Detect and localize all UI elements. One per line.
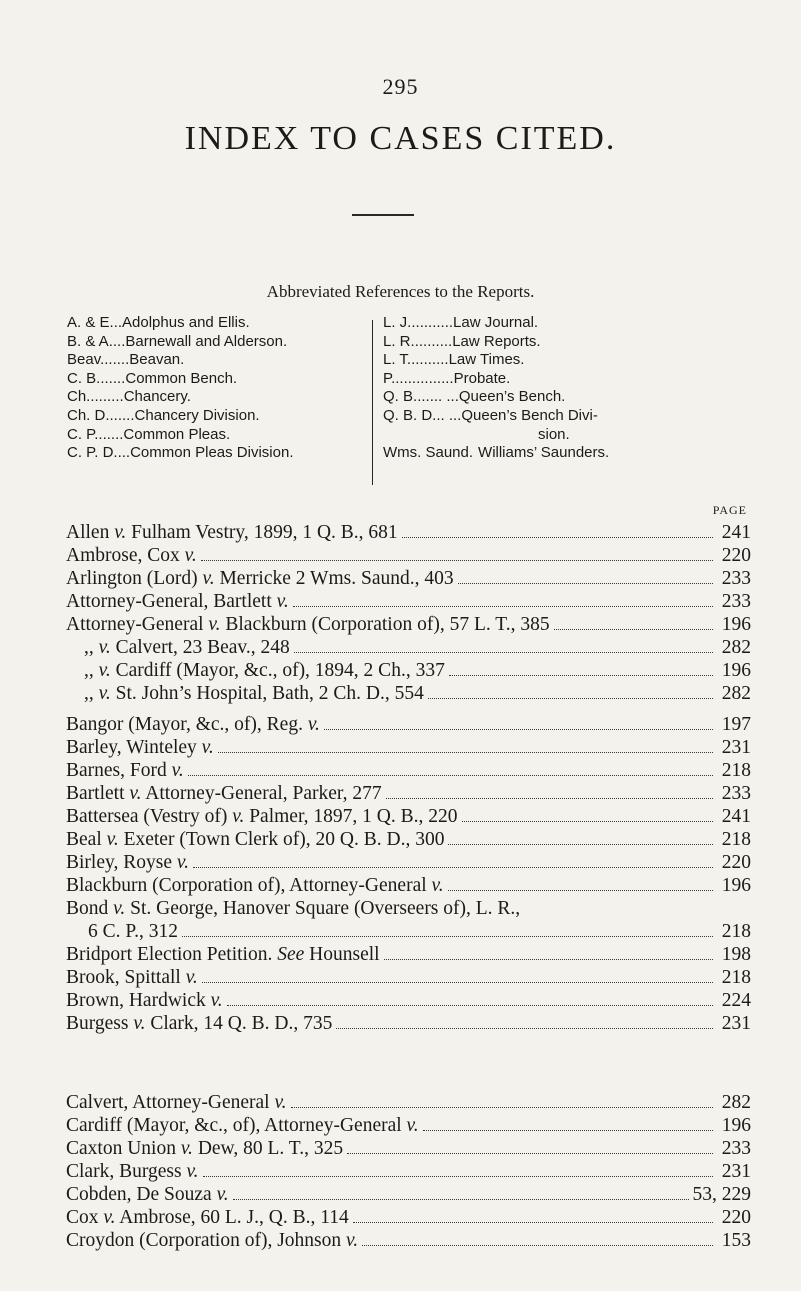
case-name: Bond v. St. George, Hanover Square (Overseers of), L. R., [66, 898, 521, 919]
abbreviation-row [383, 444, 743, 463]
index-entry [66, 782, 751, 805]
abbreviations-heading: Abbreviated References to the Reports. [266, 282, 535, 301]
abbreviation-row [67, 351, 367, 370]
case-name: Bridport Election Petition. See Hounsell [66, 944, 380, 965]
index-group-c [66, 1091, 751, 1252]
abbreviation-dots: ......... [411, 351, 449, 369]
abbreviation-key: Ch. D. [67, 406, 110, 424]
leader-dots [202, 982, 713, 983]
abbreviation-dots: .......... [411, 314, 454, 331]
versus-abbrev: v. [208, 614, 221, 635]
case-name: Brown, Hardwick v. [66, 990, 223, 1011]
case-name: Brook, Spittall v. [66, 967, 198, 988]
index-entry [66, 1160, 751, 1183]
leader-dots [293, 606, 713, 607]
abbreviation-meaning: Law Reports. [452, 332, 541, 350]
versus-abbrev: v. [202, 568, 215, 589]
abbreviation-key: Ch. [67, 388, 91, 406]
abbreviation-meaning: Chancery. [123, 388, 191, 406]
versus-abbrev: v. [307, 714, 320, 735]
abbreviation-meaning: Common Pleas Division. [130, 444, 294, 462]
leader-dots [182, 936, 713, 937]
page-reference: 233 [721, 591, 751, 612]
abbreviation-key: L. T. [383, 351, 412, 369]
page-reference: 282 [721, 637, 751, 658]
page-reference: 53, 229 [692, 1184, 751, 1205]
case-name: ,, v. St. John’s Hospital, Bath, 2 Ch. D., 554 [84, 683, 424, 704]
leader-dots [448, 890, 713, 891]
case-name: Bartlett v. Attorney-General, Parker, 277 [66, 783, 382, 804]
abbreviation-row [383, 407, 743, 426]
abbreviation-dots: .. ... [436, 406, 462, 424]
index-entry [66, 613, 751, 636]
page-reference: 197 [721, 714, 751, 735]
index-entry [66, 544, 751, 567]
page-reference: 196 [721, 1115, 751, 1136]
page-reference: 218 [721, 967, 751, 988]
versus-abbrev: v. [114, 522, 127, 543]
leader-dots [386, 798, 713, 799]
case-name: Bangor (Mayor, &c., of), Reg. v. [66, 714, 320, 735]
page-reference: 224 [721, 990, 751, 1011]
index-entry [66, 874, 751, 897]
abbreviation-key: L. J. [383, 314, 412, 331]
page-reference: 282 [721, 683, 751, 704]
case-name: Allen v. Fulham Vestry, 1899, 1 Q. B., 681 [66, 522, 398, 543]
abbreviation-dots: .. [113, 314, 123, 331]
index-entry [66, 1183, 751, 1206]
abbreviation-row [67, 314, 367, 333]
abbreviation-meaning: sion. [538, 425, 570, 443]
leader-dots [353, 1222, 713, 1223]
leader-dots [458, 583, 713, 584]
page-reference: 231 [721, 737, 751, 758]
leader-dots [336, 1028, 713, 1029]
case-name: Barnes, Ford v. [66, 760, 184, 781]
abbreviation-key: B. & A. [67, 332, 113, 350]
page-reference: 241 [721, 806, 751, 827]
abbreviation-meaning: Common Bench. [125, 369, 238, 387]
page-reference: 220 [721, 545, 751, 566]
case-name: Clark, Burgess v. [66, 1161, 199, 1182]
versus-abbrev: v. [103, 1207, 116, 1228]
index-entry [66, 966, 751, 989]
case-name: Beal v. Exeter (Town Clerk of), 20 Q. B. D., 300 [66, 829, 445, 850]
abbreviation-key: A. & E. [67, 314, 114, 331]
abbreviation-dots: ... [117, 444, 131, 462]
page-reference: 282 [721, 1092, 751, 1113]
versus-abbrev: v. [274, 1092, 287, 1113]
versus-abbrev: v. [346, 1230, 359, 1251]
index-entry [66, 828, 751, 851]
case-name: Blackburn (Corporation of), Attorney-General v. [66, 875, 444, 896]
abbreviation-meaning: Law Times. [448, 351, 525, 369]
title-rule [352, 214, 414, 216]
page-reference: 241 [721, 522, 751, 543]
case-name: 6 C. P., 312 [88, 921, 178, 942]
index-entry [66, 713, 751, 736]
leader-dots [449, 675, 713, 676]
abbreviation-dots: ...... [104, 351, 130, 369]
abbreviation-dots: ......... [414, 332, 453, 350]
case-name: Cox v. Ambrose, 60 L. J., Q. B., 114 [66, 1207, 349, 1228]
abbreviation-meaning: Barnewall and Alderson. [125, 332, 288, 350]
abbreviation-row [67, 426, 367, 445]
abbreviation-meaning: Queen’s Bench. [458, 388, 566, 406]
abbreviation-meaning: Probate. [453, 369, 511, 387]
versus-abbrev: v. [201, 737, 214, 758]
index-entry [66, 590, 751, 613]
abbreviation-key: C. P. D. [67, 444, 118, 462]
versus-abbrev: v. [171, 760, 184, 781]
case-name: Calvert, Attorney-General v. [66, 1092, 287, 1113]
index-group-b [66, 713, 751, 1035]
abbreviation-row [67, 407, 367, 426]
abbreviation-meaning: Williams’ Saunders. [478, 444, 610, 462]
index-entry [66, 851, 751, 874]
abbreviation-dots: ...... ... [417, 388, 459, 406]
abbreviation-key: P. [383, 369, 396, 387]
versus-abbrev: v. [184, 545, 197, 566]
page-title: INDEX TO CASES CITED. [184, 120, 617, 157]
index-entry [66, 1012, 751, 1035]
abbreviation-row [67, 388, 367, 407]
abbreviations-divider [372, 320, 373, 485]
versus-abbrev: v. [216, 1184, 229, 1205]
abbreviation-key: Q. B. D. [383, 406, 437, 424]
abbreviation-row [383, 351, 743, 370]
versus-abbrev: v. [176, 852, 189, 873]
abbreviation-meaning: Adolphus and Ellis. [122, 314, 250, 331]
leader-dots [423, 1130, 713, 1131]
leader-dots [291, 1107, 713, 1108]
index-entry [66, 567, 751, 590]
abbreviation-row [383, 370, 743, 389]
abbreviation-row [67, 333, 367, 352]
index-entry [66, 736, 751, 759]
case-name: ,, v. Cardiff (Mayor, &c., of), 1894, 2 Ch., 337 [84, 660, 445, 681]
abbreviation-key: Beav. [67, 351, 105, 369]
page-column-label: PAGE [712, 503, 747, 517]
versus-abbrev: v. [276, 591, 289, 612]
case-name: Arlington (Lord) v. Merricke 2 Wms. Saund., 403 [66, 568, 454, 589]
versus-abbrev: v. [185, 967, 198, 988]
index-entry [66, 1206, 751, 1229]
index-entry [66, 920, 751, 943]
abbreviation-meaning: Beavan. [129, 351, 185, 369]
page-reference: 218 [721, 760, 751, 781]
abbreviation-dots: ...... [100, 369, 126, 387]
abbreviation-key: C. P. [67, 425, 99, 443]
leader-dots [218, 752, 713, 753]
case-name: Caxton Union v. Dew, 80 L. T., 325 [66, 1138, 344, 1159]
case-name: Cardiff (Mayor, &c., of), Attorney-General v. [66, 1115, 419, 1136]
case-name: Attorney-General v. Blackburn (Corporation of), 57 L. T., 385 [66, 614, 550, 635]
leader-dots [347, 1153, 713, 1154]
abbreviation-meaning: Common Pleas. [123, 425, 231, 443]
leader-dots [402, 537, 713, 538]
versus-abbrev: v. [106, 829, 119, 850]
abbreviation-dots: ... [112, 332, 126, 350]
case-name: Battersea (Vestry of) v. Palmer, 1897, 1 Q. B., 220 [66, 806, 458, 827]
page-reference: 196 [721, 614, 751, 635]
page-reference: 218 [721, 921, 751, 942]
case-name: Croydon (Corporation of), Johnson v. [66, 1230, 359, 1251]
leader-dots [294, 652, 713, 653]
page-reference: 196 [721, 875, 751, 896]
versus-abbrev: v. [186, 1161, 199, 1182]
page-number: 295 [382, 74, 419, 99]
abbreviation-row [383, 426, 743, 445]
abbreviation-meaning: Chancery Division. [134, 406, 260, 424]
index-entry [66, 636, 751, 659]
abbreviation-key: C. B. [67, 369, 101, 387]
page-reference: 231 [721, 1013, 751, 1034]
page-reference: 196 [721, 660, 751, 681]
abbreviation-row [383, 388, 743, 407]
leader-dots [233, 1199, 689, 1200]
versus-abbrev: v. [406, 1115, 419, 1136]
page-reference: 153 [721, 1230, 751, 1251]
leader-dots [201, 560, 713, 561]
leader-dots [203, 1176, 713, 1177]
versus-abbrev: v. [113, 898, 126, 919]
versus-abbrev: v. [431, 875, 444, 896]
leader-dots [462, 821, 714, 822]
index-entry [66, 897, 751, 920]
page-reference: 233 [721, 783, 751, 804]
case-name: Cobden, De Souza v. [66, 1184, 229, 1205]
index-entry [66, 1137, 751, 1160]
leader-dots [384, 959, 713, 960]
index-entry [66, 1091, 751, 1114]
leader-dots [193, 867, 713, 868]
leader-dots [362, 1245, 713, 1246]
case-name: Burgess v. Clark, 14 Q. B. D., 735 [66, 1013, 333, 1034]
versus-abbrev: v. [98, 683, 111, 704]
abbreviation-row [67, 444, 367, 463]
page-reference: 198 [721, 944, 751, 965]
abbreviation-row [67, 370, 367, 389]
abbreviation-dots: .............. [395, 369, 454, 387]
case-name: Birley, Royse v. [66, 852, 189, 873]
abbreviation-meaning: Queen’s Bench Divi- [461, 406, 598, 424]
index-entry [66, 1114, 751, 1137]
abbreviation-key: Q. B. [383, 388, 418, 406]
abbreviation-dots: ...... [109, 406, 135, 424]
index-entry [66, 759, 751, 782]
page-reference: 231 [721, 1161, 751, 1182]
index-entry [66, 521, 751, 544]
leader-dots [448, 844, 713, 845]
versus-abbrev: v. [180, 1138, 193, 1159]
versus-abbrev: v. [133, 1013, 146, 1034]
index-entry [66, 943, 751, 966]
case-name: ,, v. Calvert, 23 Beav., 248 [84, 637, 290, 658]
abbreviation-dots: ...... [98, 425, 124, 443]
abbreviations-left-column [67, 314, 367, 463]
abbreviation-row [383, 333, 743, 352]
index-entry [66, 805, 751, 828]
abbreviation-row [383, 314, 743, 333]
see-reference: See [277, 944, 305, 965]
page-reference: 220 [721, 852, 751, 873]
page-reference: 218 [721, 829, 751, 850]
leader-dots [324, 729, 713, 730]
page-reference: 233 [721, 1138, 751, 1159]
abbreviation-dots: ........ [90, 388, 124, 406]
index-group-a [66, 521, 751, 705]
index-entry [66, 1229, 751, 1252]
leader-dots [227, 1005, 713, 1006]
case-name: Barley, Winteley v. [66, 737, 214, 758]
versus-abbrev: v. [232, 806, 245, 827]
leader-dots [554, 629, 713, 630]
abbreviation-key: Wms. Saund. [383, 444, 474, 462]
index-entry [66, 989, 751, 1012]
abbreviation-meaning: Law Journal. [453, 314, 539, 331]
versus-abbrev: v. [98, 660, 111, 681]
leader-dots [188, 775, 713, 776]
abbreviations-right-column [383, 314, 743, 463]
leader-dots [428, 698, 713, 699]
page-reference: 233 [721, 568, 751, 589]
index-entry [66, 682, 751, 705]
versus-abbrev: v. [210, 990, 223, 1011]
versus-abbrev: v. [129, 783, 142, 804]
page-reference: 220 [721, 1207, 751, 1228]
case-name: Attorney-General, Bartlett v. [66, 591, 289, 612]
case-name: Ambrose, Cox v. [66, 545, 197, 566]
versus-abbrev: v. [98, 637, 111, 658]
abbreviation-key: L. R. [383, 332, 415, 350]
index-entry [66, 659, 751, 682]
